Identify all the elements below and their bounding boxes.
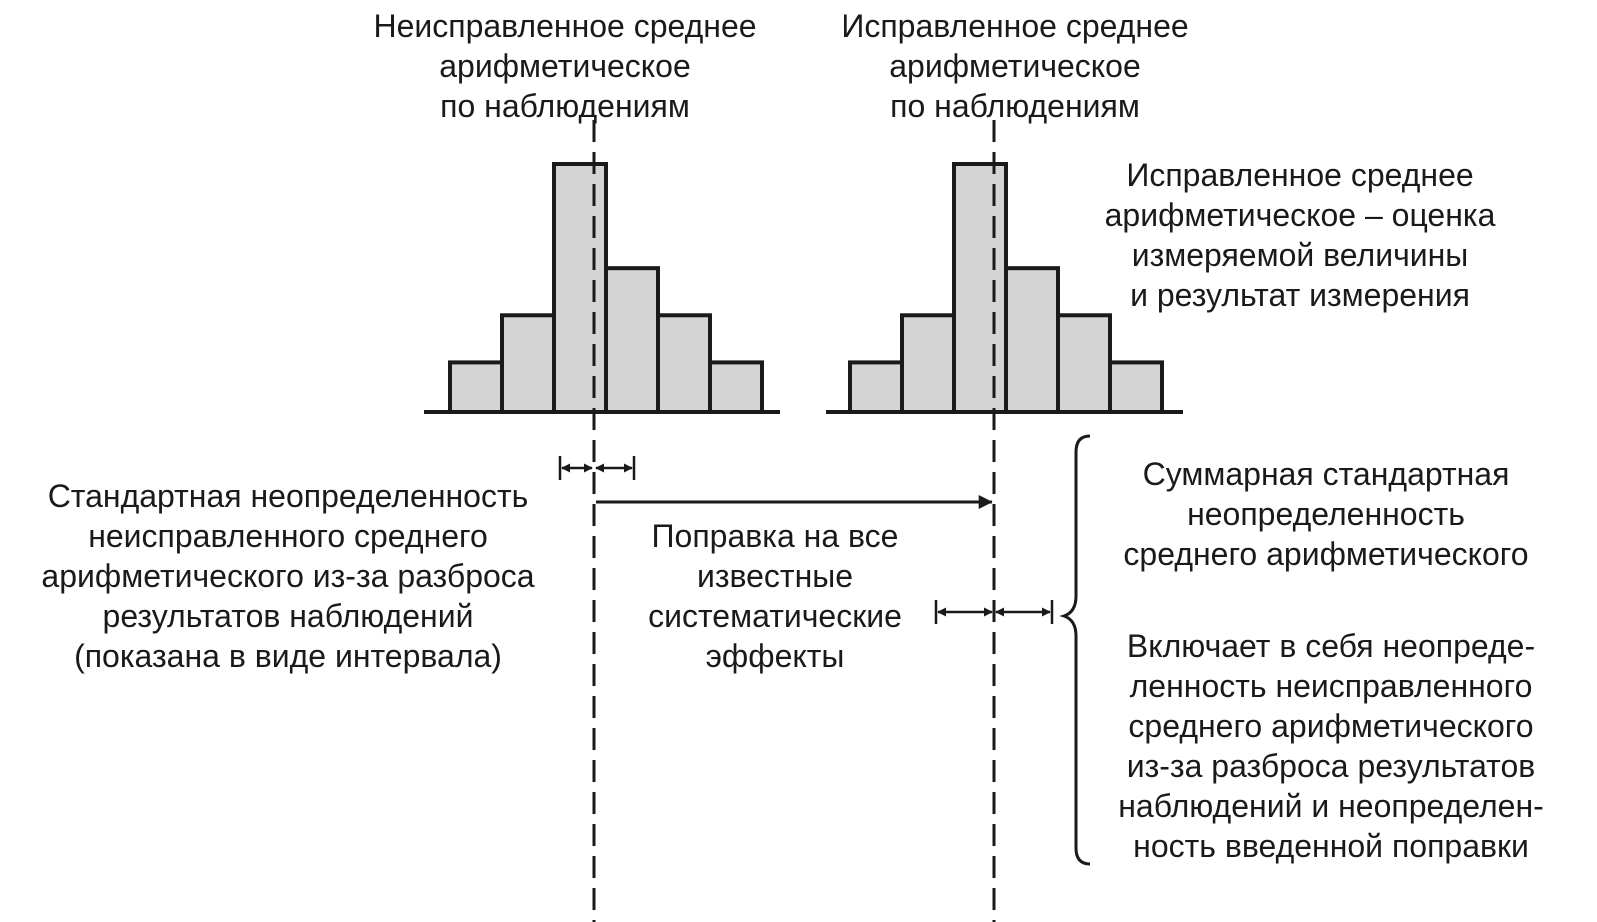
corrected-histogram-bar-3 [954,164,1006,412]
correction-label-line-1: Поправка на все [651,518,899,554]
standard-uncertainty-label-line-1: Стандартная неопределенность [47,478,529,514]
uncorrected-mean-label-line-3: по наблюдениям [440,88,690,124]
includes-label-line-2: ленность неисправленного [1129,668,1533,704]
uncorrected-histogram-bar-1 [450,362,502,412]
correction-label-line-2: известные [696,558,854,594]
corrected-mean-label-line-3: по наблюдениям [890,88,1140,124]
correction-label-line-3: систематические [648,598,902,634]
uncorrected-mean-label [340,6,790,126]
combined-uncertainty-label [1086,454,1566,574]
includes-label-line-5: наблюдений и неопределен- [1118,788,1544,824]
estimate-result-label-line-4: и результат измерения [1130,277,1470,313]
standard-uncertainty-label-line-5: (показана в виде интервала) [74,638,502,674]
corrected-histogram-bar-2 [902,315,954,412]
standard-uncertainty-label-line-2: неисправленного среднего [88,518,488,554]
estimate-result-label-line-2: арифметическое – оценка [1104,197,1496,233]
corrected-mean-label-line-1: Исправленное среднее [841,8,1189,44]
combined-uncertainty-label-line-3: среднего арифметического [1123,536,1529,572]
standard-uncertainty-label-line-3: арифметического из-за разброса [41,558,535,594]
combined-uncertainty-label-line-2: неопределенность [1187,496,1465,532]
uncorrected-mean-label-line-1: Неисправленное среднее [373,8,757,44]
correction-label-line-4: эффекты [705,638,845,674]
uncorrected-histogram-bar-2 [502,315,554,412]
estimate-result-label-line-3: измеряемой величины [1131,237,1469,273]
corrected-histogram-bar-5 [1058,315,1110,412]
includes-label-line-1: Включает в себя неопреде- [1126,628,1536,664]
estimate-result-label-line-1: Исправленное среднее [1126,157,1474,193]
estimate-result-label [1070,155,1530,315]
standard-uncertainty-interval [560,456,634,480]
includes-label [1076,626,1586,866]
corrected-histogram-bar-6 [1110,362,1162,412]
corrected-histogram-bar-4 [1006,268,1058,412]
correction-label [620,516,930,676]
includes-label-line-4: из-за разброса результатов [1126,748,1536,784]
uncorrected-histogram-bar-5 [658,315,710,412]
uncorrected-histogram [450,164,762,412]
includes-label-line-3: среднего арифметического [1128,708,1534,744]
standard-uncertainty-label [10,476,566,676]
corrected-histogram-bar-1 [850,362,902,412]
standard-uncertainty-label-line-4: результатов наблюдений [102,598,474,634]
uncorrected-mean-label-line-2: арифметическое [439,48,691,84]
uncorrected-histogram-bar-6 [710,362,762,412]
corrected-mean-label [795,6,1235,126]
corrected-mean-label-line-2: арифметическое [889,48,1141,84]
uncorrected-histogram-bar-3 [554,164,606,412]
combined-uncertainty-label-line-1: Суммарная стандартная [1142,456,1510,492]
includes-label-line-6: ность введенной поправки [1133,828,1529,864]
uncorrected-histogram-bar-4 [606,268,658,412]
